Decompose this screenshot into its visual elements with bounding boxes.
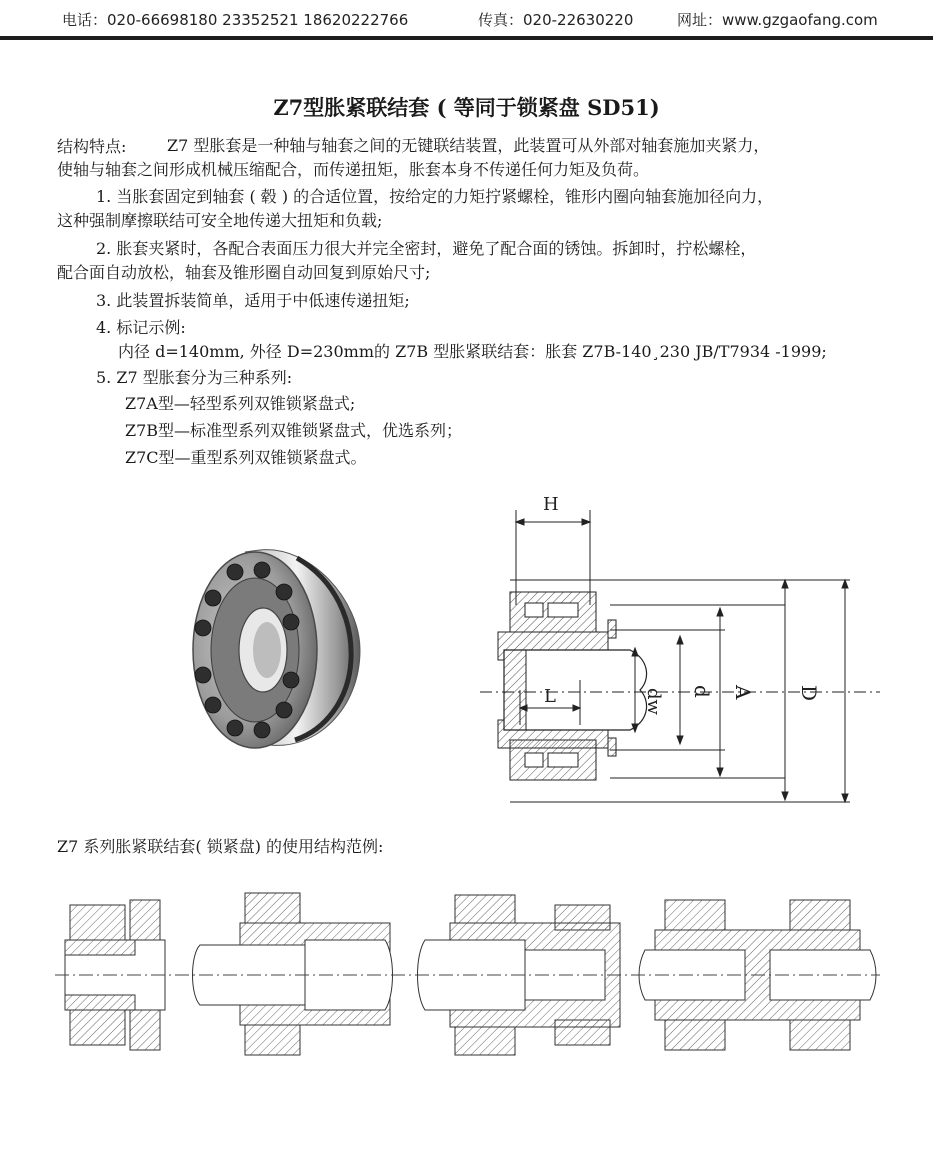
label-h: H <box>543 494 559 515</box>
header-divider <box>0 36 933 40</box>
header-fax: 传真：020-22630220 <box>478 11 634 29</box>
header-phone: 电话：020-66698180 23352521 18620222766 <box>62 11 409 29</box>
intro-line-1: Z7 型胀套是一种轴与轴套之间的无键联结装置，此装置可从外部对轴套施加夹紧力， <box>167 136 770 155</box>
usage-examples-drawing <box>55 885 880 1065</box>
intro-label: 结构特点: <box>57 137 127 156</box>
usage-example-hub <box>193 893 393 1055</box>
point-3: 3. 此装置拆装简单，适用于中低速传递扭矩; <box>96 291 410 310</box>
point-2-line-1: 2. 胀套夹紧时，各配合表面压力很大并完全密封，避免了配合面的锈蚀。拆卸时，拧松螺栓， <box>96 239 757 258</box>
label-l: L <box>544 686 556 707</box>
product-photo <box>185 540 370 755</box>
series-z7b: Z7B型—标准型系列双锥锁紧盘式，优选系列； <box>125 421 463 440</box>
point-1-line-2: 这种强制摩擦联结可安全地传递大扭矩和负载; <box>57 211 383 230</box>
label-d-inner: d <box>690 685 714 698</box>
dimension-drawing <box>480 480 880 810</box>
header-website: 网址：www.gzgaofang.com <box>677 11 878 29</box>
series-z7c: Z7C型—重型系列双锥锁紧盘式。 <box>125 448 367 467</box>
page-header <box>0 0 933 38</box>
point-1-line-1: 1. 当胀套固定到轴套 ( 毂 ) 的合适位置，按给定的力矩拧紧螺栓，锥形内圈向轴套施加径向力， <box>96 187 774 206</box>
point-5: 5. Z7 型胀套分为三种系列: <box>96 368 293 387</box>
point-4-example: 内径 d=140mm, 外径 D=230mm的 Z7B 型胀紧联结套：胀套 Z7B-140¸230 JB/T7934 -1999; <box>118 342 827 361</box>
label-a: A <box>731 685 755 700</box>
label-dw: dw <box>643 688 664 715</box>
series-z7a: Z7A型—轻型系列双锥锁紧盘式; <box>125 394 356 413</box>
point-2-line-2: 配合面自动放松，轴套及锥形圈自动回复到原始尺寸; <box>57 263 431 282</box>
intro-line-2: 使轴与轴套之间形成机械压缩配合，而传递扭矩，胀套本身不传递任何力矩及负荷。 <box>57 160 650 179</box>
label-d-outer: D <box>797 685 821 702</box>
usage-caption: Z7 系列胀紧联结套( 锁紧盘) 的使用结构范例: <box>57 837 384 856</box>
point-4: 4. 标记示例: <box>96 318 186 337</box>
page-title: Z7型胀紧联结套 ( 等同于锁紧盘 SD51) <box>273 95 660 120</box>
